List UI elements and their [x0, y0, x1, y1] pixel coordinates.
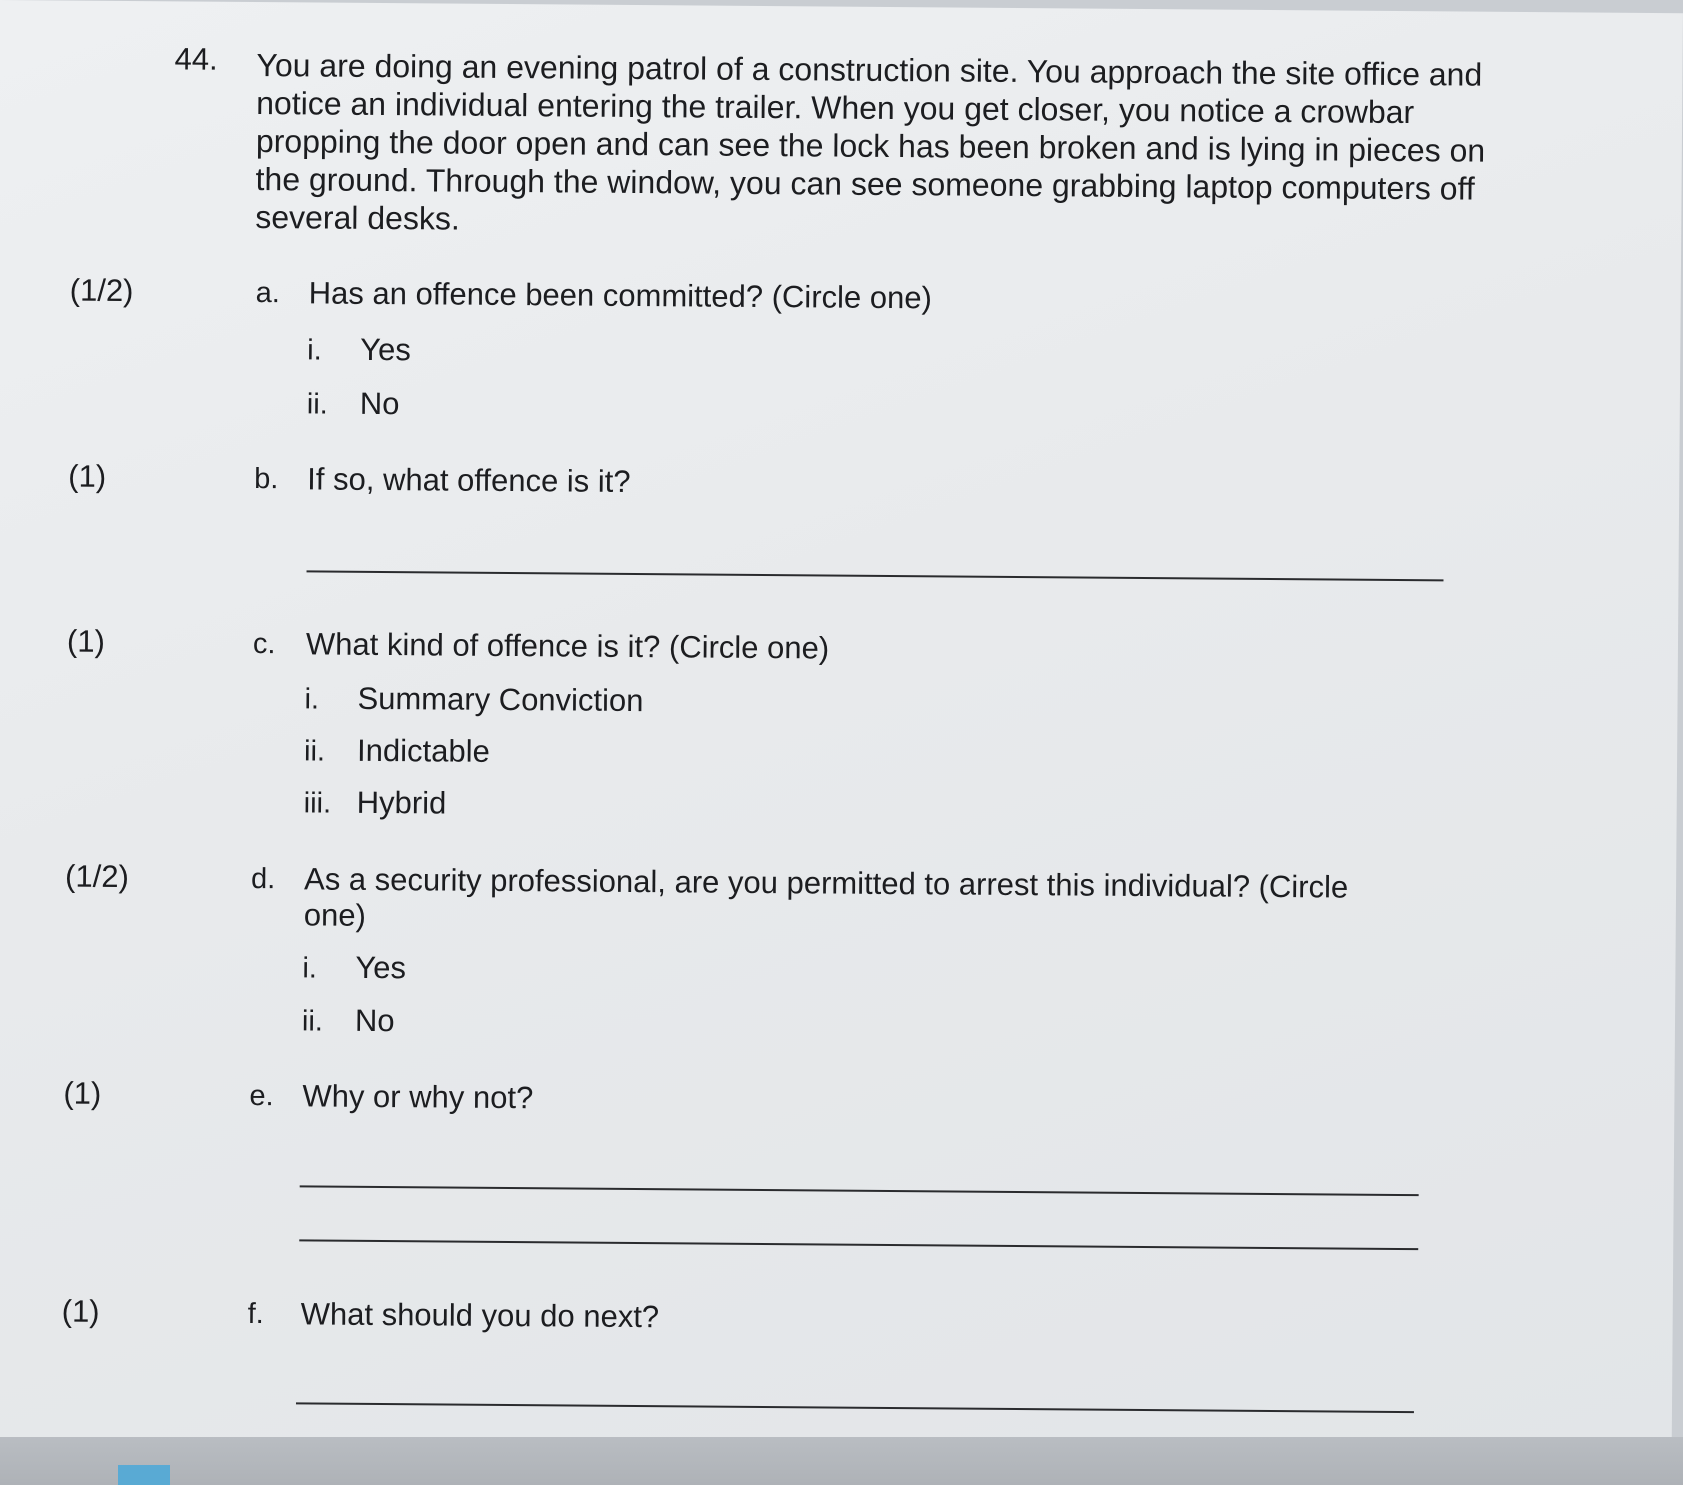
part-b-answer-line[interactable]	[307, 570, 1444, 581]
part-b-marks: (1)	[68, 458, 107, 494]
part-d-option-2-number: ii.	[301, 1005, 324, 1038]
part-c-option-3-number: iii.	[303, 787, 332, 820]
part-d-question: As a security professional, are you permitted to arrest this individual? (Circle one)	[303, 861, 1349, 933]
taskbar-app-icon	[118, 1465, 170, 1485]
part-a-marks: (1/2)	[69, 272, 134, 309]
part-e-question: Why or why not?	[302, 1078, 534, 1116]
part-c-marks: (1)	[66, 623, 105, 659]
part-a-option-1-number: i.	[307, 334, 322, 367]
part-a-letter: a.	[255, 277, 281, 310]
part-c-option-summary-conviction[interactable]: Summary Conviction	[357, 680, 644, 719]
part-a-question: Has an offence been committed? (Circle one)	[308, 275, 933, 316]
question-number: 44.	[174, 41, 218, 77]
part-e-answer-line-1[interactable]	[300, 1185, 1419, 1196]
part-a-option-yes[interactable]: Yes	[360, 331, 411, 368]
part-d-option-no[interactable]: No	[354, 1002, 395, 1039]
part-c-letter: c.	[252, 628, 276, 661]
part-f-marks: (1)	[61, 1293, 100, 1329]
part-d-letter: d.	[250, 862, 276, 896]
part-e-letter: e.	[249, 1079, 274, 1113]
part-b-letter: b.	[254, 463, 279, 496]
part-f-question: What should you do next?	[300, 1296, 660, 1335]
part-b-question: If so, what offence is it?	[307, 461, 631, 499]
part-e-answer-line-2[interactable]	[299, 1239, 1418, 1250]
part-f-answer-line[interactable]	[296, 1402, 1414, 1413]
part-e-marks: (1)	[63, 1075, 102, 1111]
part-a-option-no[interactable]: No	[359, 385, 400, 422]
part-c-question: What kind of offence is it? (Circle one)	[305, 626, 830, 666]
part-f-letter: f.	[247, 1297, 264, 1331]
question-scenario-text: You are doing an evening patrol of a construction site. You approach the site office and notice an individual entering the trailer. When you get closer, you notice a crowbar propping the door open and can see the lock has been broken and is lying in pieces on the ground. Through the window, you can see someone grabbing laptop computers off several desks.	[255, 47, 1486, 237]
part-a-option-2-number: ii.	[306, 388, 328, 421]
part-c-option-2-number: ii.	[303, 735, 326, 768]
part-d-marks: (1/2)	[64, 858, 130, 895]
part-c-option-indictable[interactable]: Indictable	[356, 732, 490, 769]
part-d-option-yes[interactable]: Yes	[355, 949, 407, 986]
part-c-option-1-number: i.	[304, 683, 320, 716]
part-d-option-1-number: i.	[302, 952, 318, 985]
part-c-option-hybrid[interactable]: Hybrid	[356, 784, 447, 821]
screen-bottom-edge	[0, 1437, 1683, 1485]
